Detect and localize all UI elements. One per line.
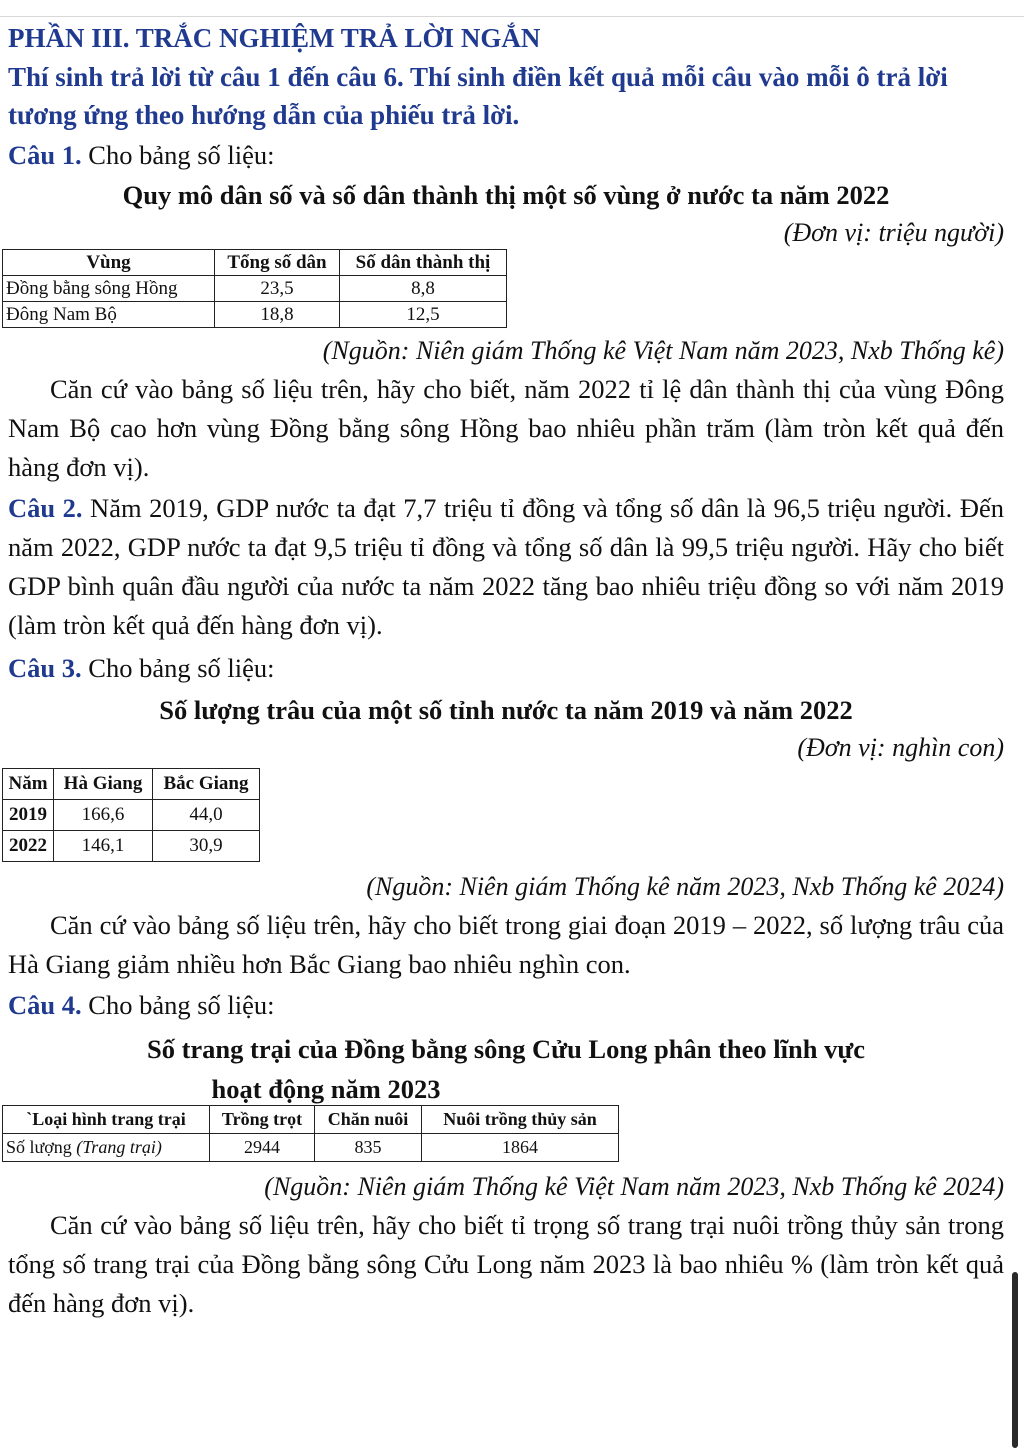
row-label-unit: (Trang trại): [76, 1137, 162, 1157]
table-header-row: [3, 250, 507, 276]
table-header-cell: Năm: [3, 769, 54, 800]
q4-table: [2, 1105, 619, 1162]
table-cell: 1864: [422, 1134, 619, 1162]
q1-source: (Nguồn: Niên giám Thống kê Việt Nam năm 2023, Nxb Thống kê): [322, 336, 1004, 365]
table-header-cell: Trồng trọt: [210, 1106, 315, 1134]
table-header-cell: Nuôi trồng thủy sản: [422, 1106, 619, 1134]
table-cell: 23,5: [215, 276, 340, 302]
table-cell: 146,1: [54, 831, 153, 862]
table-header-cell: Số dân thành thị: [340, 250, 507, 276]
table-cell: 2022: [3, 831, 54, 862]
section-title: PHẦN III. TRẮC NGHIỆM TRẢ LỜI NGẮN: [8, 23, 541, 53]
table-row: [3, 800, 260, 831]
table-row: [3, 831, 260, 862]
table-cell: 44,0: [153, 800, 260, 831]
q3-label: Câu 3.: [8, 653, 82, 683]
table-header-cell: Bắc Giang: [153, 769, 260, 800]
table-cell: Đông Nam Bộ: [3, 302, 215, 328]
table-cell: 166,6: [54, 800, 153, 831]
q1-intro-text: Cho bảng số liệu:: [81, 140, 275, 170]
q3-intro: [8, 649, 1004, 688]
table-cell: Đồng bằng sông Hồng: [3, 276, 215, 302]
table-cell: 2019: [3, 800, 54, 831]
table-header-cell: `Loại hình trang trại: [3, 1106, 210, 1134]
q4-intro: [8, 986, 1004, 1025]
q3-source: (Nguồn: Niên giám Thống kê năm 2023, Nxb Thống kê 2024): [366, 872, 1004, 901]
q4-question: Căn cứ vào bảng số liệu trên, hãy cho biết tỉ trọng số trang trại nuôi trồng thủy sản trong tổng số trang trại của Đồng bằng sông Cửu Long năm 2023 là bao nhiêu % (làm tròn kết quả đến hàng đơn vị).: [8, 1210, 1004, 1318]
q3-question: Căn cứ vào bảng số liệu trên, hãy cho biết trong giai đoạn 2019 – 2022, số lượng trâu của Hà Giang giảm nhiều hơn Bắc Giang bao nhiêu nghìn con.: [8, 910, 1004, 979]
q4-table-title-line1: Số trang trại của Đồng bằng sông Cửu Long phân theo lĩnh vực: [146, 1034, 865, 1064]
table-cell: 2944: [210, 1134, 315, 1162]
table-cell: 30,9: [153, 831, 260, 862]
row-label-main: Số lượng: [6, 1137, 77, 1157]
q4-table-title-line2: hoạt động năm 2023: [211, 1074, 441, 1104]
q2-label: Câu 2.: [8, 493, 83, 523]
table-header-cell: Chăn nuôi: [315, 1106, 422, 1134]
q1-question: Căn cứ vào bảng số liệu trên, hãy cho biết, năm 2022 tỉ lệ dân thành thị của vùng Đông Nam Bộ cao hơn vùng Đồng bằng sông Hồng bao nhiêu phần trăm (làm tròn kết quả đến hàng đơn vị).: [8, 374, 1004, 482]
q1-table-title: Quy mô dân số và số dân thành thị một số vùng ở nước ta năm 2022: [122, 180, 890, 210]
table-row: [3, 302, 507, 328]
q1-table: [2, 249, 507, 328]
table-cell: [3, 1134, 210, 1162]
q3-table: [2, 768, 260, 862]
q4-source: (Nguồn: Niên giám Thống kê Việt Nam năm 2023, Nxb Thống kê 2024): [264, 1172, 1004, 1201]
q2-text: [8, 489, 1004, 645]
q1-unit: (Đơn vị: triệu người): [783, 218, 1004, 247]
table-cell: 835: [315, 1134, 422, 1162]
table-row: [3, 1134, 619, 1162]
q4-intro-text: Cho bảng số liệu:: [81, 990, 275, 1020]
table-row: [3, 276, 507, 302]
document-page: [8, 18, 1004, 1323]
q3-intro-text: Cho bảng số liệu:: [81, 653, 275, 683]
q3-table-title: Số lượng trâu của một số tỉnh nước ta năm 2019 và năm 2022: [159, 695, 853, 725]
table-cell: 8,8: [340, 276, 507, 302]
table-header-cell: Vùng: [3, 250, 215, 276]
table-header-row: [3, 769, 260, 800]
table-header-row: [3, 1106, 619, 1134]
q3-unit: (Đơn vị: nghìn con): [797, 733, 1004, 762]
table-cell: 12,5: [340, 302, 507, 328]
q1-intro: [8, 136, 1004, 175]
section-instruction: Thí sinh trả lời từ câu 1 đến câu 6. Thí sinh điền kết quả mỗi câu vào mỗi ô trả lời tương ứng theo hướng dẫn của phiếu trả lời.: [8, 62, 948, 130]
q2-body: Năm 2019, GDP nước ta đạt 7,7 triệu tỉ đồng và tổng số dân là 96,5 triệu người. Đến năm 2022, GDP nước ta đạt 9,5 triệu tỉ đồng và tổng số dân là 99,5 triệu người. Hãy cho biết GDP bình quân đầu người của nước ta năm 2022 tăng bao nhiêu triệu đồng so với năm 2019 (làm tròn kết quả đến hàng đơn vị).: [8, 493, 1004, 640]
q1-label: Câu 1.: [8, 140, 82, 170]
q4-label: Câu 4.: [8, 990, 82, 1020]
top-divider: [0, 16, 1024, 17]
table-header-cell: Tổng số dân: [215, 250, 340, 276]
table-header-cell: Hà Giang: [54, 769, 153, 800]
table-cell: 18,8: [215, 302, 340, 328]
scrollbar-thumb[interactable]: [1012, 1272, 1018, 1448]
